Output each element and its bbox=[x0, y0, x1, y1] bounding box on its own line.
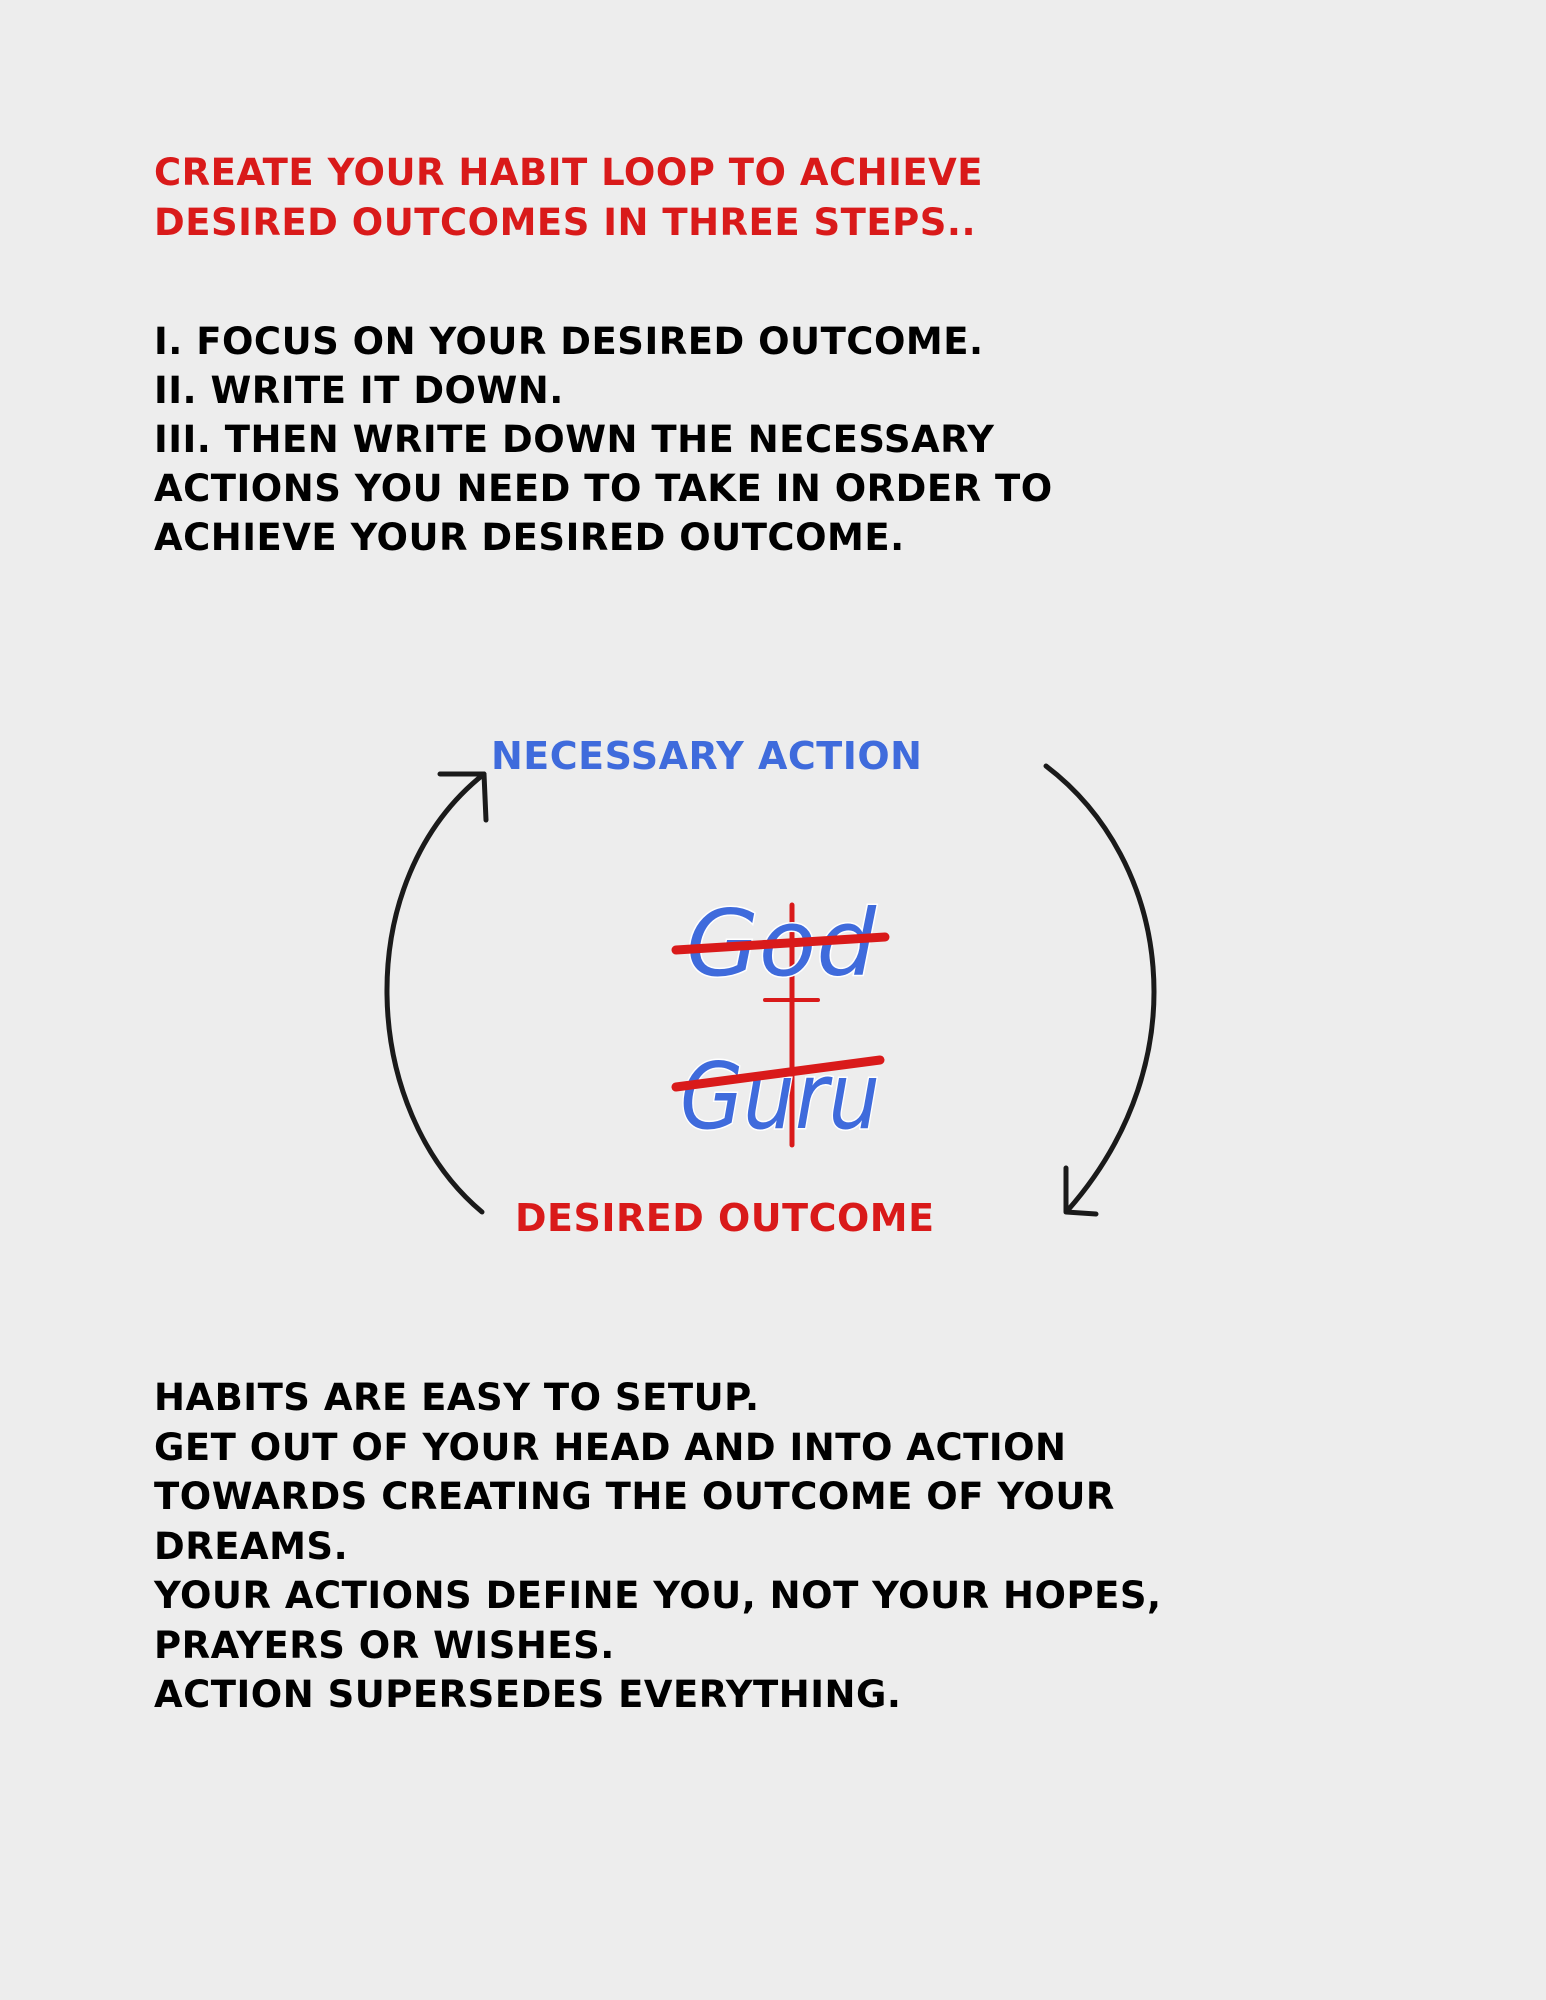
step-line: III. THEN WRITE DOWN THE NECESSARY bbox=[154, 418, 995, 461]
loop-arrowhead-top bbox=[440, 774, 486, 820]
closing-line: HABITS ARE EASY TO SETUP. bbox=[154, 1376, 760, 1419]
closing-text bbox=[154, 1373, 1162, 1720]
loop-arrow-left bbox=[387, 774, 484, 1212]
steps-list bbox=[154, 317, 1053, 562]
closing-line: GET OUT OF YOUR HEAD AND INTO ACTION bbox=[154, 1425, 1067, 1469]
heading-line: CREATE YOUR HABIT LOOP TO ACHIEVE bbox=[154, 151, 984, 194]
closing-line: YOUR ACTIONS DEFINE YOU, NOT YOUR HOPES, bbox=[154, 1574, 1162, 1617]
circular-arrow-icon bbox=[387, 766, 1154, 1214]
closing-line: TOWARDS CREATING THE OUTCOME OF YOUR bbox=[154, 1475, 1115, 1518]
closing-line: DREAMS. bbox=[154, 1524, 349, 1568]
loop-arrow-right bbox=[1046, 766, 1154, 1210]
page-heading bbox=[154, 148, 983, 248]
step-line: II. WRITE IT DOWN. bbox=[154, 369, 564, 412]
step-line: I. FOCUS ON YOUR DESIRED OUTCOME. bbox=[154, 320, 984, 363]
heading-line: DESIRED OUTCOMES IN THREE STEPS.. bbox=[154, 201, 977, 244]
loop-arrowhead-bottom bbox=[1066, 1168, 1096, 1214]
step-line: ACTIONS YOU NEED TO TAKE IN ORDER TO bbox=[154, 467, 1053, 510]
logo-strike-top bbox=[676, 937, 885, 950]
closing-line: PRAYERS OR WISHES. bbox=[154, 1623, 615, 1667]
step-line: ACHIEVE YOUR DESIRED OUTCOME. bbox=[154, 516, 905, 559]
logo-word-bottom: Guru bbox=[680, 1043, 880, 1150]
closing-line: ACTION SUPERSEDES EVERYTHING. bbox=[154, 1673, 902, 1716]
necessary-action-label: NECESSARY ACTION bbox=[491, 734, 923, 778]
logo-strike-bottom bbox=[676, 1060, 880, 1087]
desired-outcome-label: DESIRED OUTCOME bbox=[515, 1196, 935, 1240]
logo-word-top: God bbox=[686, 890, 877, 997]
god-guru-logo bbox=[676, 890, 885, 1150]
